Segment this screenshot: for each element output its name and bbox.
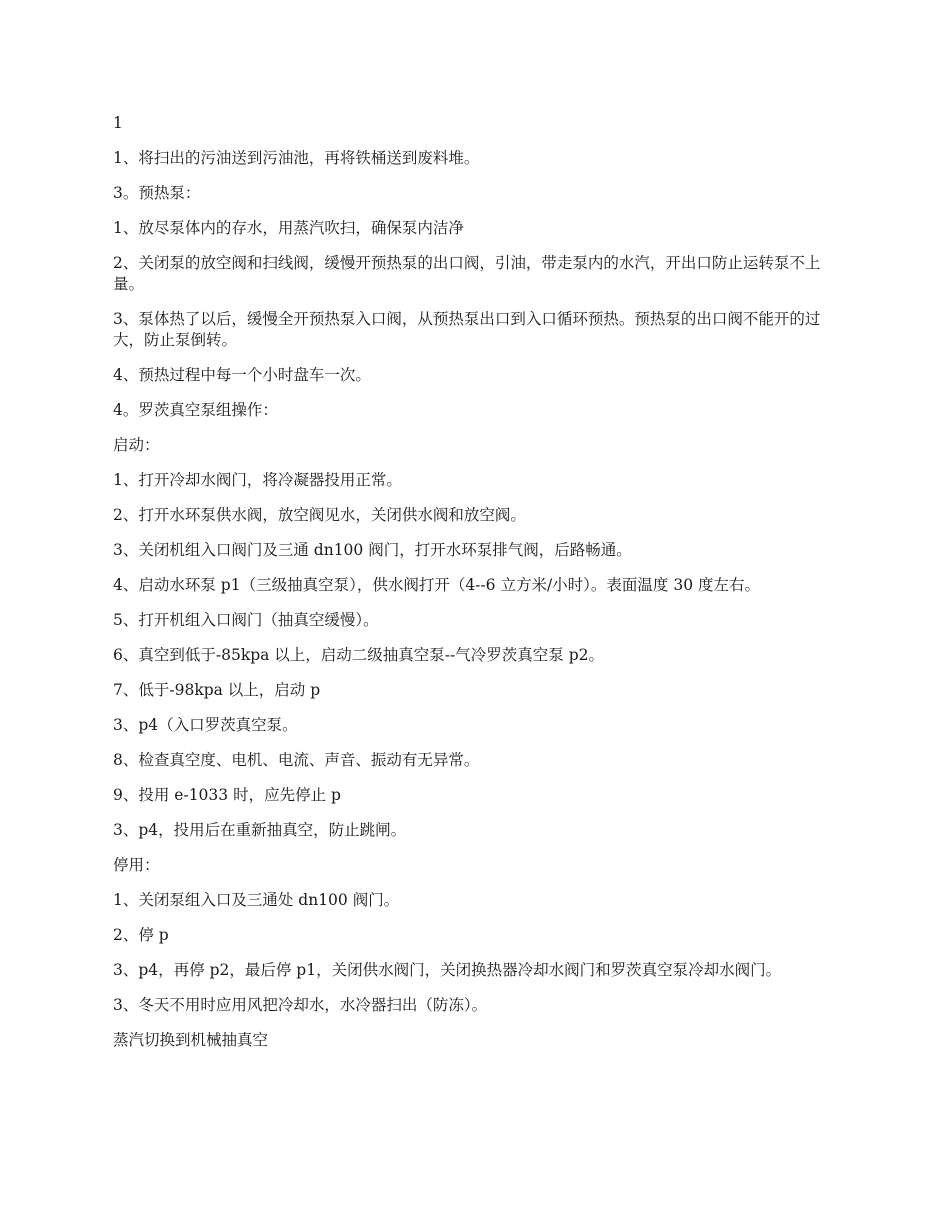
paragraph: 3、泵体热了以后，缓慢全开预热泵入口阀，从预热泵出口到入口循环预热。预热泵的出口阀不能开的过大，防止泵倒转。 [113,310,821,349]
paragraph: 8、检查真空度、电机、电流、声音、振动有无异常。 [113,751,480,769]
paragraph: 2、关闭泵的放空阀和扫线阀，缓慢开预热泵的出口阀，引油，带走泵内的水汽，开出口防止运转泵不上量。 [113,254,821,293]
paragraph: 2、打开水环泵供水阀，放空阀见水，关闭供水阀和放空阀。 [113,506,526,524]
paragraph: 3、冬天不用时应用风把冷却水，水冷器扫出（防冻）。 [113,996,488,1014]
paragraph: 1、将扫出的污油送到污油池，再将铁桶送到废料堆。 [113,149,480,167]
paragraph: 4、启动水环泵 p1（三级抽真空泵），供水阀打开（4--6 立方米/小时）。表面温度 30 度左右。 [113,576,760,594]
paragraph: 4、预热过程中每一个小时盘车一次。 [113,366,371,384]
paragraph: 6、真空到低于-85kpa 以上，启动二级抽真空泵--气冷罗茨真空泵 p2。 [113,646,604,664]
paragraph: 3、p4，投用后在重新抽真空，防止跳闸。 [113,821,407,839]
document-page [113,113,843,1065]
subsection-heading: 启动： [113,436,160,454]
paragraph: 7、低于-98kpa 以上，启动 p [113,681,321,699]
paragraph: 1、放尽泵体内的存水，用蒸汽吹扫，确保泵内洁净 [113,219,464,237]
paragraph: 1、打开冷却水阀门，将冷凝器投用正常。 [113,471,402,489]
section-heading: 3。预热泵： [113,184,201,202]
paragraph: 2、停 p [113,926,169,944]
paragraph: 1、关闭泵组入口及三通处 dn100 阀门。 [113,891,400,909]
paragraph: 3、p4，再停 p2，最后停 p1，关闭供水阀门，关闭换热器冷却水阀门和罗茨真空泵冷却水阀门。 [113,961,782,979]
paragraph: 5、打开机组入口阀门（抽真空缓慢）。 [113,611,379,629]
page-number: 1 [113,114,123,132]
section-heading: 蒸汽切换到机械抽真空 [113,1031,269,1049]
paragraph: 3、关闭机组入口阀门及三通 dn100 阀门，打开水环泵排气阀，后路畅通。 [113,541,632,559]
paragraph: 9、投用 e-1033 时，应先停止 p [113,786,341,804]
section-heading: 4。罗茨真空泵组操作： [113,401,278,419]
paragraph: 3、p4（入口罗茨真空泵。 [113,716,298,734]
subsection-heading: 停用： [113,856,160,874]
